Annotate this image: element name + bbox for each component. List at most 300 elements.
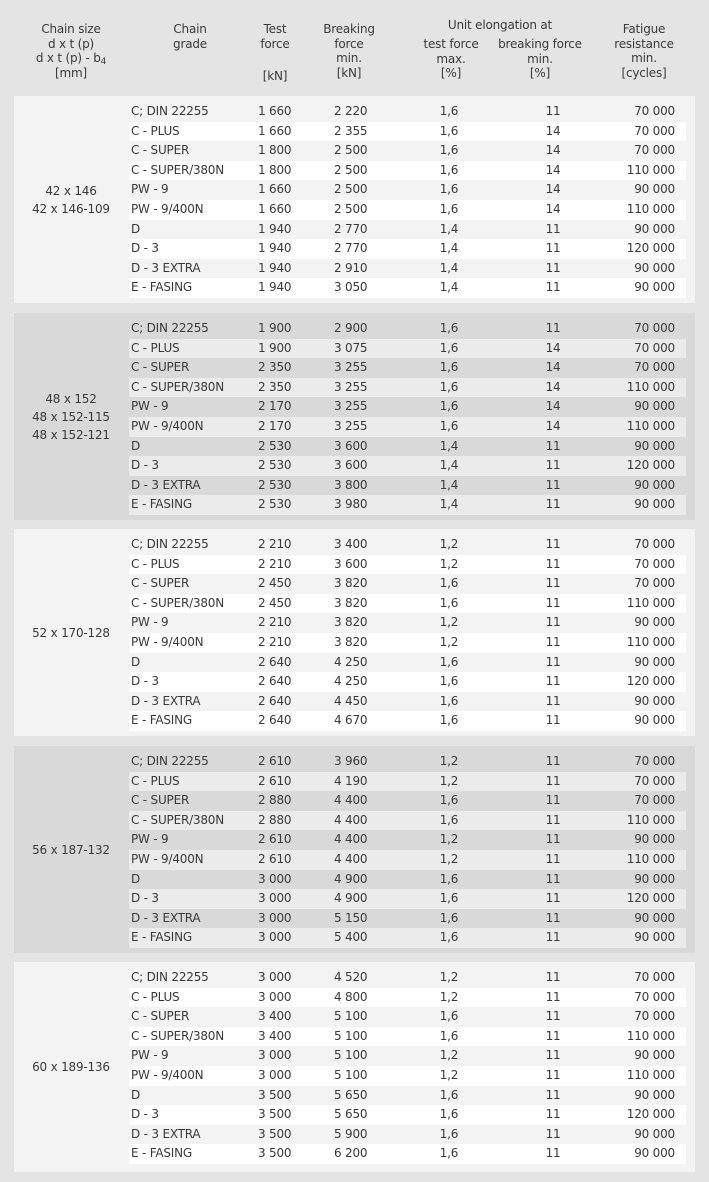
elongation-test-cell: 1,6 [439,1107,459,1122]
chain-grade-cell: PW - 9/400N [131,418,204,433]
chain-grade-cell: E - FASING [131,497,192,512]
test-force-cell: 1 660 [258,104,292,118]
test-force-cell: 3 500 [258,1107,292,1122]
fatigue-cell: 90 000 [634,930,675,945]
breaking-force-cell: 3 255 [334,418,368,433]
table-header [0,0,709,96]
table-row [129,633,686,653]
elongation-test-cell: 1,2 [439,851,459,866]
test-force-cell: 2 450 [258,576,292,591]
breaking-force-cell: 3 255 [334,379,368,394]
chain-grade-cell: PW - 9 [131,615,169,630]
chain-grade-cell: D - 3 EXTRA [131,477,201,492]
elongation-test-cell: 1,6 [439,654,459,669]
header-test-force [248,22,302,94]
fatigue-cell: 90 000 [634,713,675,728]
breaking-force-cell: 4 900 [334,891,368,906]
chain-grade-cell: D [131,654,141,669]
elongation-break-cell: 14 [545,399,561,414]
chain-grade-cell: C - PLUS [131,773,180,788]
fatigue-cell: 120 000 [626,1107,675,1122]
header-elong-test-line1: test force [423,37,479,51]
breaking-force-cell: 5 100 [334,1067,368,1082]
table-row [129,909,686,929]
breaking-force-cell: 4 400 [334,812,368,827]
table-row [129,1027,686,1047]
chain-grade-cell: D - 3 EXTRA [131,693,201,708]
header-elong-break [490,37,590,94]
breaking-force-cell: 5 100 [334,1048,368,1063]
table-row [129,711,686,731]
chain-grade-cell: PW - 9/400N [131,634,204,649]
fatigue-cell: 110 000 [626,1028,675,1043]
fatigue-cell: 70 000 [634,754,675,768]
elongation-break-cell: 11 [545,674,561,689]
elongation-break-cell: 11 [545,891,561,906]
test-force-cell: 2 450 [258,595,292,610]
header-test-force-unit: [kN] [262,69,288,83]
breaking-force-cell: 2 500 [334,182,368,197]
chain-grade-cell: C - PLUS [131,123,180,138]
chain-size-cell [14,313,128,520]
elongation-test-cell: 1,6 [439,1028,459,1043]
table-row [129,180,686,200]
fatigue-cell: 110 000 [626,634,675,649]
breaking-force-cell: 3 960 [334,754,368,768]
header-chain-grade [150,22,230,94]
elongation-break-cell: 11 [545,693,561,708]
elongation-test-cell: 1,6 [439,201,459,216]
table-row [129,358,686,378]
table-row [129,220,686,240]
chain-grade-cell: PW - 9 [131,182,169,197]
test-force-cell: 3 400 [258,1028,292,1043]
header-chain-grade-line1: Chain [173,22,207,36]
chain-size-label: 48 x 152-121 [32,427,110,442]
chain-size-cell [14,962,128,1172]
table-row [129,437,686,457]
chain-grade-cell: C; DIN 22255 [131,537,209,551]
elongation-test-cell: 1,6 [439,182,459,197]
header-chain-size [14,22,128,94]
chain-grade-cell: PW - 9 [131,399,169,414]
elongation-break-cell: 14 [545,162,561,177]
test-force-cell: 3 000 [258,970,292,984]
breaking-force-cell: 3 400 [334,537,368,551]
elongation-break-cell: 14 [545,201,561,216]
test-force-cell: 2 640 [258,654,292,669]
test-force-cell: 2 530 [258,497,292,512]
fatigue-cell: 70 000 [634,537,675,551]
header-breaking-force-line1: Breaking [323,22,375,36]
test-force-cell: 1 900 [258,321,292,335]
fatigue-cell: 70 000 [634,1009,675,1024]
chain-grade-cell: C; DIN 22255 [131,754,209,768]
elongation-break-cell: 11 [545,832,561,847]
fatigue-cell: 90 000 [634,221,675,236]
elongation-test-cell: 1,6 [439,595,459,610]
test-force-cell: 2 170 [258,418,292,433]
table-row [129,594,686,614]
header-elong-break-line1: breaking force [498,37,582,51]
elongation-test-cell: 1,4 [439,280,459,295]
fatigue-cell: 110 000 [626,1067,675,1082]
test-force-cell: 2 530 [258,438,292,453]
header-unit-elongation [410,18,590,34]
elongation-break-cell: 11 [545,497,561,512]
header-chain-size-line3-text: d x t (p) - b [35,51,101,65]
elongation-test-cell: 1,6 [439,321,459,335]
chain-grade-cell: D - 3 EXTRA [131,1126,201,1141]
header-elong-test-line2: max. [436,51,466,66]
test-force-cell: 3 000 [258,891,292,906]
elongation-test-cell: 1,6 [439,143,459,158]
table-row [129,672,686,692]
test-force-cell: 2 170 [258,399,292,414]
elongation-break-cell: 11 [545,438,561,453]
elongation-break-cell: 11 [545,1009,561,1024]
fatigue-cell: 90 000 [634,654,675,669]
test-force-cell: 2 530 [258,477,292,492]
table-row [129,613,686,633]
fatigue-cell: 90 000 [634,182,675,197]
elongation-test-cell: 1,4 [439,221,459,236]
table-row [129,161,686,181]
chain-size-label: 48 x 152 [45,391,97,406]
fatigue-cell: 120 000 [626,891,675,906]
chain-grade-cell: C - PLUS [131,556,180,571]
elongation-break-cell: 11 [545,221,561,236]
elongation-break-cell: 11 [545,1067,561,1082]
elongation-break-cell: 11 [545,1107,561,1122]
header-fatigue-unit: [cycles] [621,65,667,80]
table-row [129,259,686,279]
breaking-force-cell: 3 820 [334,595,368,610]
breaking-force-cell: 4 400 [334,851,368,866]
test-force-cell: 2 210 [258,537,292,551]
elongation-test-cell: 1,2 [439,1067,459,1082]
elongation-test-cell: 1,2 [439,989,459,1004]
fatigue-cell: 90 000 [634,910,675,925]
elongation-break-cell: 14 [545,182,561,197]
chain-grade-cell: D - 3 [131,241,159,256]
fatigue-cell: 90 000 [634,832,675,847]
elongation-test-cell: 1,2 [439,773,459,788]
elongation-break-cell: 11 [545,970,561,984]
elongation-test-cell: 1,6 [439,1009,459,1024]
chain-size-cell [14,529,128,736]
elongation-test-cell: 1,4 [439,260,459,275]
breaking-force-cell: 5 400 [334,930,368,945]
elongation-break-cell: 11 [545,260,561,275]
elongation-test-cell: 1,6 [439,1146,459,1161]
chain-grade-cell: C - SUPER/380N [131,379,225,394]
grade-rows [129,535,686,731]
test-force-cell: 2 880 [258,793,292,808]
breaking-force-cell: 4 800 [334,989,368,1004]
chain-grade-cell: C - SUPER [131,1009,190,1024]
elongation-test-cell: 1,4 [439,477,459,492]
elongation-test-cell: 1,6 [439,1087,459,1102]
chain-grade-cell: E - FASING [131,1146,192,1161]
chain-grade-cell: C - SUPER [131,793,190,808]
header-unit-elongation-title: Unit elongation at [447,18,553,32]
elongation-test-cell: 1,6 [439,123,459,138]
fatigue-cell: 110 000 [626,201,675,216]
elongation-break-cell: 11 [545,241,561,256]
test-force-cell: 3 000 [258,1048,292,1063]
breaking-force-cell: 5 100 [334,1028,368,1043]
breaking-force-cell: 3 980 [334,497,368,512]
fatigue-cell: 70 000 [634,793,675,808]
elongation-test-cell: 1,4 [439,458,459,473]
chain-grade-cell: D [131,871,141,886]
elongation-break-cell: 14 [545,143,561,158]
table-row [129,574,686,594]
header-breaking-force-line2: force [334,36,364,51]
test-force-cell: 1 800 [258,162,292,177]
breaking-force-cell: 4 190 [334,773,368,788]
breaking-force-cell: 5 650 [334,1087,368,1102]
breaking-force-cell: 2 355 [334,123,368,138]
fatigue-cell: 70 000 [634,989,675,1004]
chain-grade-cell: D - 3 EXTRA [131,910,201,925]
breaking-force-cell: 2 770 [334,241,368,256]
elongation-break-cell: 11 [545,989,561,1004]
elongation-break-cell: 11 [545,537,561,551]
fatigue-cell: 90 000 [634,1146,675,1161]
header-elong-break-line2: min. [527,51,553,66]
elongation-break-cell: 11 [545,910,561,925]
chain-grade-cell: D - 3 [131,458,159,473]
breaking-force-cell: 3 255 [334,360,368,375]
elongation-test-cell: 1,2 [439,537,459,551]
breaking-force-cell: 3 800 [334,477,368,492]
elongation-break-cell: 11 [545,280,561,295]
chain-grade-cell: C; DIN 22255 [131,104,209,118]
elongation-test-cell: 1,6 [439,930,459,945]
fatigue-cell: 70 000 [634,556,675,571]
test-force-cell: 3 000 [258,989,292,1004]
table-row [129,378,686,398]
table-row [129,968,686,988]
table-row [129,200,686,220]
elongation-break-cell: 11 [545,615,561,630]
breaking-force-cell: 2 220 [334,104,368,118]
breaking-force-cell: 2 500 [334,201,368,216]
table-row [129,1144,686,1164]
elongation-break-cell: 11 [545,458,561,473]
fatigue-cell: 90 000 [634,1048,675,1063]
breaking-force-cell: 4 450 [334,693,368,708]
test-force-cell: 2 610 [258,773,292,788]
test-force-cell: 1 660 [258,201,292,216]
elongation-test-cell: 1,2 [439,832,459,847]
table-row [129,692,686,712]
fatigue-cell: 110 000 [626,379,675,394]
elongation-test-cell: 1,4 [439,497,459,512]
fatigue-cell: 90 000 [634,399,675,414]
chain-size-label: 52 x 170-128 [32,625,110,640]
chain-size-label: 48 x 152-115 [32,409,110,424]
breaking-force-cell: 3 075 [334,340,368,355]
elongation-break-cell: 11 [545,576,561,591]
test-force-cell: 1 940 [258,260,292,275]
test-force-cell: 2 530 [258,458,292,473]
test-force-cell: 3 500 [258,1126,292,1141]
test-force-cell: 1 800 [258,143,292,158]
fatigue-cell: 70 000 [634,321,675,335]
fatigue-cell: 110 000 [626,418,675,433]
table-row [129,1046,686,1066]
header-elong-test-unit: [%] [440,66,462,80]
test-force-cell: 2 610 [258,851,292,866]
table-row [129,850,686,870]
table-row [129,889,686,909]
table-row [129,456,686,476]
table-row [129,1066,686,1086]
chain-size-label: 42 x 146-109 [32,201,110,216]
table-row [129,772,686,792]
table-row [129,1086,686,1106]
fatigue-cell: 110 000 [626,595,675,610]
elongation-test-cell: 1,6 [439,793,459,808]
elongation-test-cell: 1,2 [439,556,459,571]
test-force-cell: 2 610 [258,754,292,768]
elongation-test-cell: 1,6 [439,418,459,433]
fatigue-cell: 90 000 [634,497,675,512]
fatigue-cell: 70 000 [634,360,675,375]
fatigue-cell: 70 000 [634,340,675,355]
chain-grade-cell: C - SUPER/380N [131,162,225,177]
table-row [129,1105,686,1125]
table-row [129,397,686,417]
fatigue-cell: 70 000 [634,970,675,984]
breaking-force-cell: 5 150 [334,910,368,925]
elongation-break-cell: 11 [545,851,561,866]
chain-grade-cell: PW - 9 [131,832,169,847]
breaking-force-cell: 5 650 [334,1107,368,1122]
header-fatigue-line1: Fatigue [622,22,666,36]
test-force-cell: 2 210 [258,634,292,649]
table-row [129,339,686,359]
test-force-cell: 2 210 [258,615,292,630]
header-test-force-line1: Test [263,22,287,36]
elongation-break-cell: 11 [545,1048,561,1063]
chain-grade-cell: E - FASING [131,713,192,728]
elongation-test-cell: 1,6 [439,693,459,708]
test-force-cell: 1 900 [258,340,292,355]
table-row [129,319,686,339]
breaking-force-cell: 5 900 [334,1126,368,1141]
elongation-test-cell: 1,6 [439,399,459,414]
chain-grade-cell: D [131,221,141,236]
elongation-test-cell: 1,6 [439,1126,459,1141]
elongation-test-cell: 1,2 [439,970,459,984]
test-force-cell: 2 610 [258,832,292,847]
chain-size-label: 42 x 146 [45,183,97,198]
elongation-break-cell: 11 [545,1126,561,1141]
elongation-test-cell: 1,6 [439,713,459,728]
chain-grade-cell: PW - 9/400N [131,851,204,866]
table-row [129,102,686,122]
chain-grade-cell: C - PLUS [131,989,180,1004]
breaking-force-cell: 3 600 [334,438,368,453]
elongation-break-cell: 14 [545,418,561,433]
header-chain-size-unit: [mm] [55,65,87,80]
fatigue-cell: 120 000 [626,241,675,256]
elongation-break-cell: 11 [545,871,561,886]
header-test-force-line2: force [260,36,290,51]
header-fatigue [604,22,684,94]
chain-grade-cell: C - SUPER/380N [131,595,225,610]
fatigue-cell: 90 000 [634,1087,675,1102]
breaking-force-cell: 5 100 [334,1009,368,1024]
elongation-break-cell: 11 [545,1028,561,1043]
fatigue-cell: 110 000 [626,162,675,177]
fatigue-cell: 70 000 [634,773,675,788]
table-row [129,870,686,890]
table-row [129,1125,686,1145]
chain-grade-cell: C; DIN 22255 [131,321,209,335]
breaking-force-cell: 2 770 [334,221,368,236]
fatigue-cell: 90 000 [634,438,675,453]
breaking-force-cell: 4 400 [334,793,368,808]
elongation-test-cell: 1,2 [439,754,459,768]
test-force-cell: 3 400 [258,1009,292,1024]
test-force-cell: 3 000 [258,871,292,886]
chain-grade-cell: D - 3 [131,674,159,689]
chain-grade-cell: PW - 9/400N [131,1067,204,1082]
test-force-cell: 3 000 [258,910,292,925]
elongation-test-cell: 1,6 [439,379,459,394]
elongation-break-cell: 11 [545,1087,561,1102]
elongation-test-cell: 1,6 [439,576,459,591]
table-row [129,278,686,298]
test-force-cell: 3 000 [258,930,292,945]
elongation-break-cell: 11 [545,321,561,335]
table-row [129,752,686,772]
table-row [129,811,686,831]
breaking-force-cell: 3 820 [334,615,368,630]
test-force-cell: 3 500 [258,1087,292,1102]
table-row [129,141,686,161]
header-chain-size-subscript: 4 [100,57,107,67]
breaking-force-cell: 3 820 [334,576,368,591]
header-chain-grade-line2: grade [173,36,207,51]
breaking-force-cell: 4 900 [334,871,368,886]
elongation-break-cell: 11 [545,654,561,669]
elongation-test-cell: 1,6 [439,162,459,177]
elongation-break-cell: 11 [545,104,561,118]
elongation-test-cell: 1,4 [439,438,459,453]
elongation-test-cell: 1,2 [439,1048,459,1063]
breaking-force-cell: 6 200 [334,1146,368,1161]
chain-grade-cell: E - FASING [131,930,192,945]
table-row [129,122,686,142]
chain-grade-cell: C - SUPER/380N [131,812,225,827]
fatigue-cell: 90 000 [634,693,675,708]
chain-grade-cell: C; DIN 22255 [131,970,209,984]
table-row [129,555,686,575]
breaking-force-cell: 2 500 [334,143,368,158]
breaking-force-cell: 4 670 [334,713,368,728]
breaking-force-cell: 3 255 [334,399,368,414]
test-force-cell: 2 350 [258,379,292,394]
table-row [129,1007,686,1027]
fatigue-cell: 90 000 [634,1126,675,1141]
chain-size-group [14,96,695,303]
